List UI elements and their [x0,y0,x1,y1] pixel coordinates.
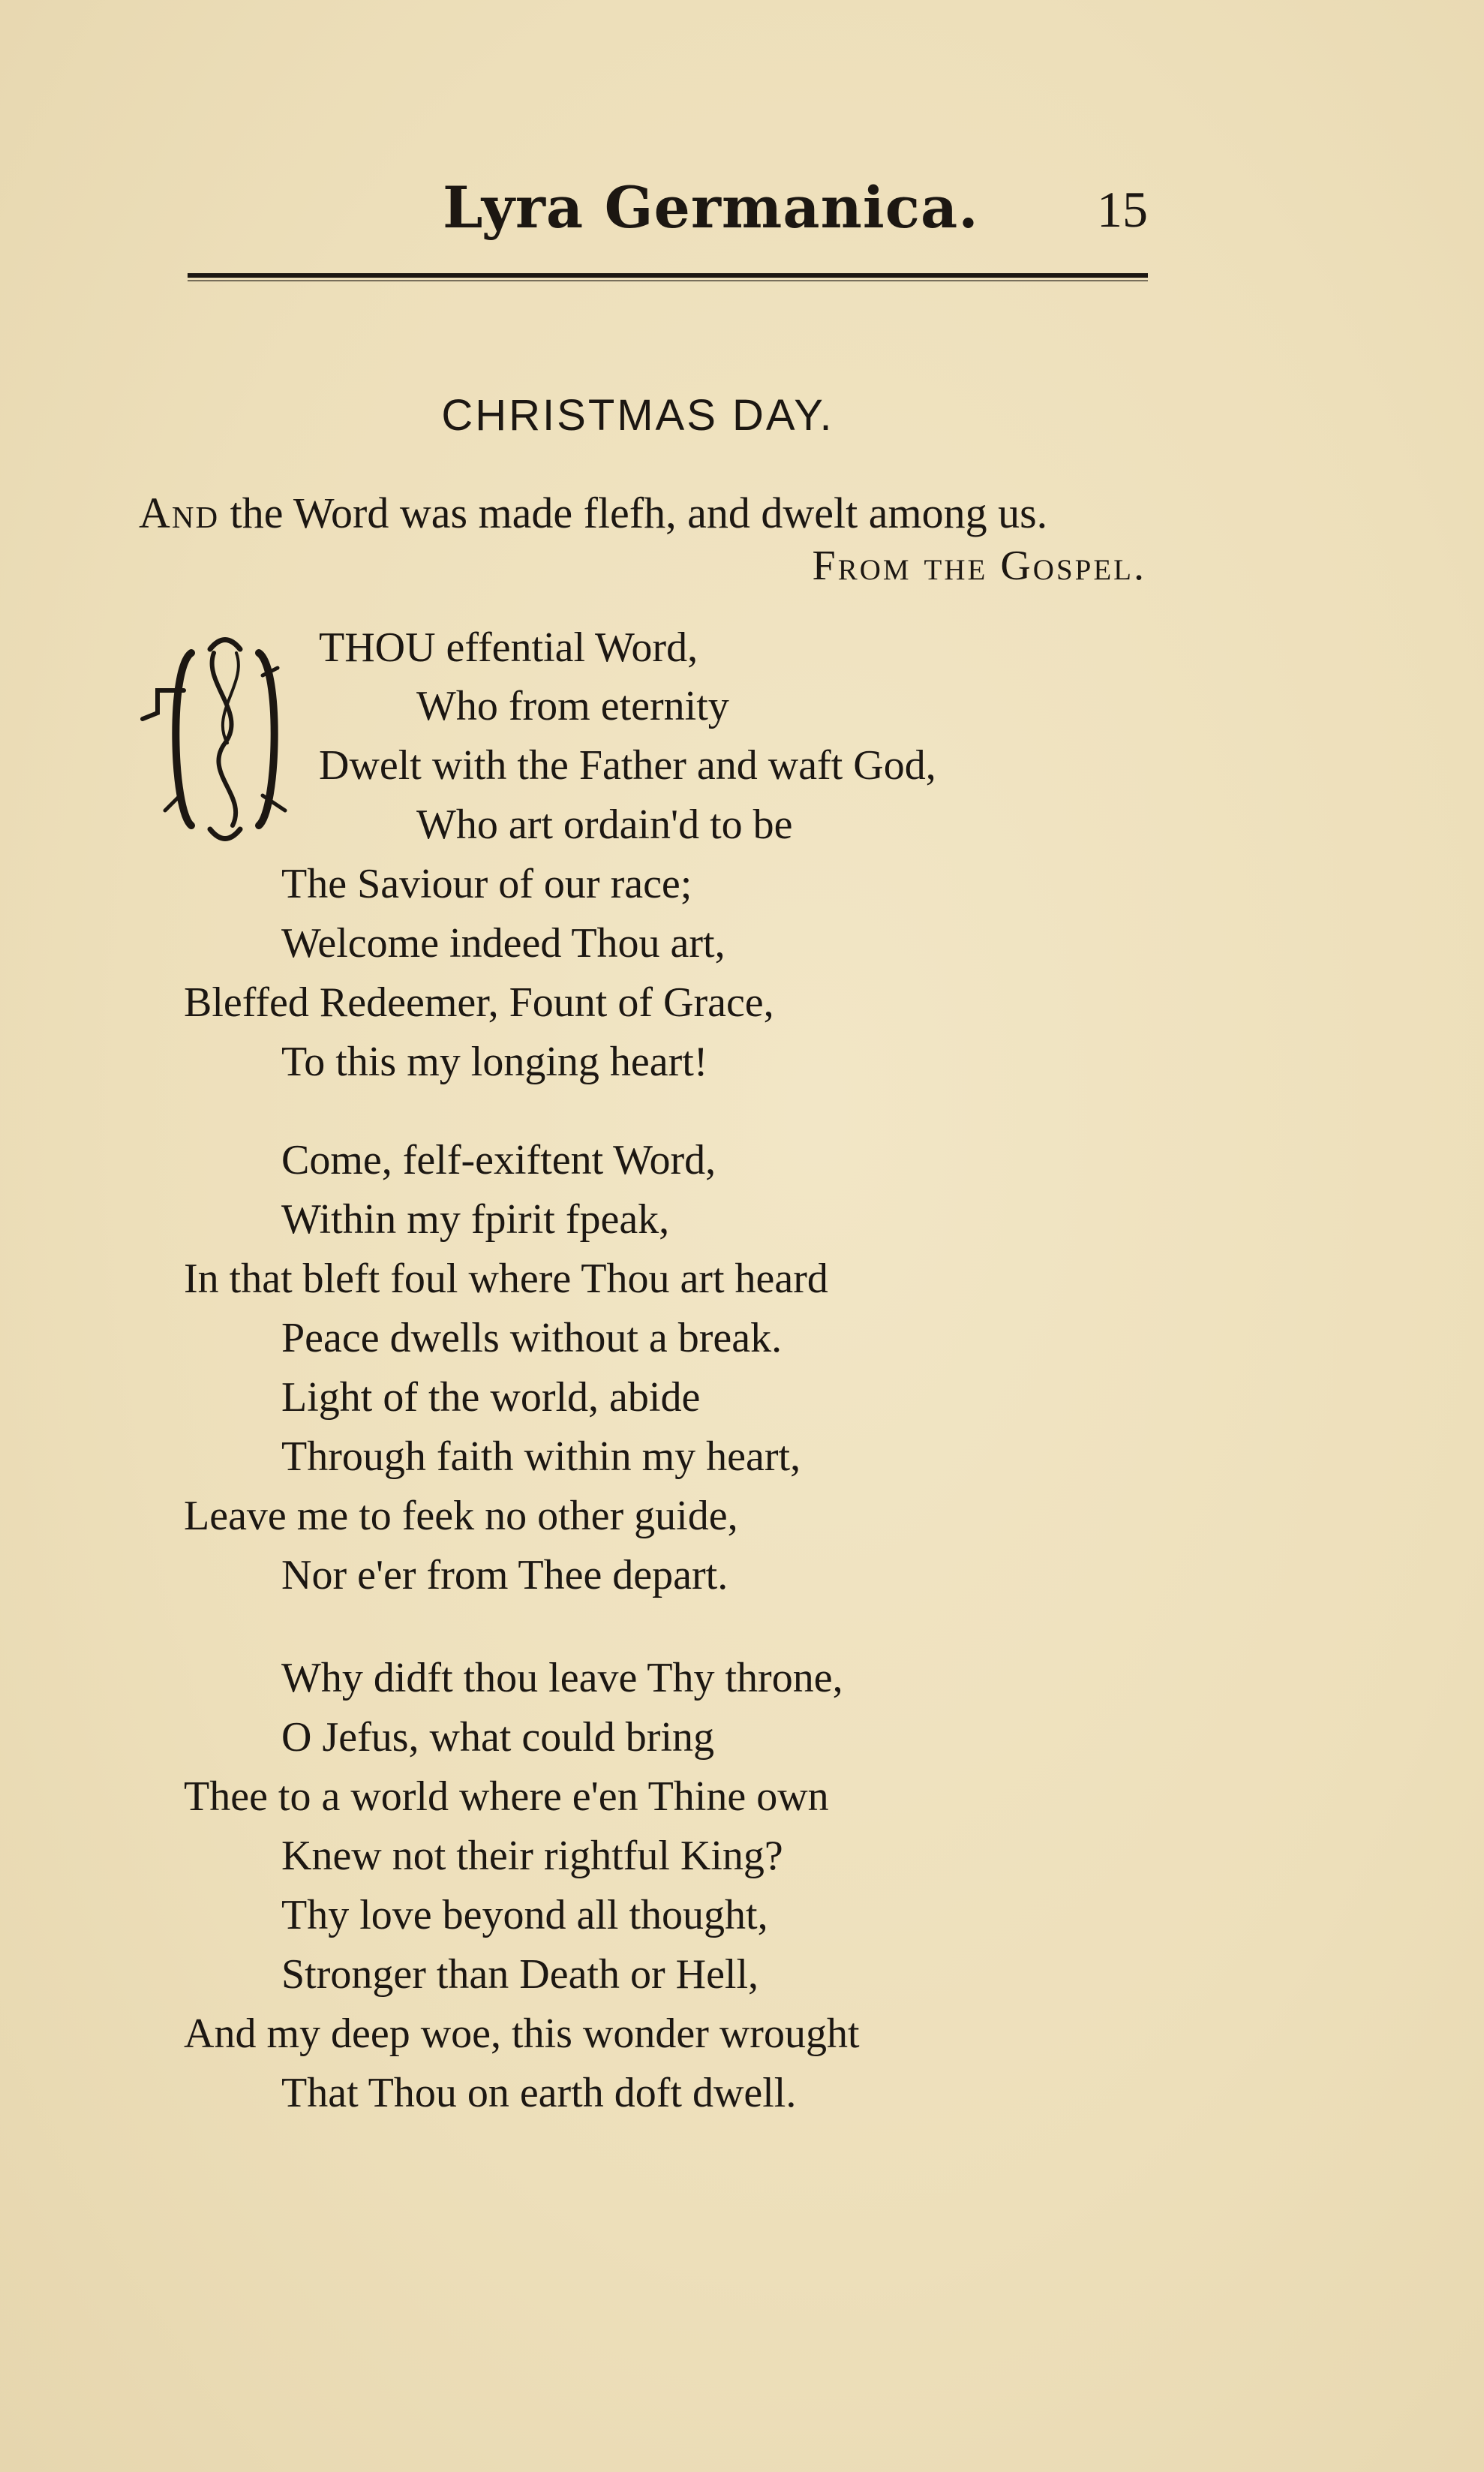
stanza-3-line-1: Why didft thou leave Thy throne, [281,1655,843,1701]
epigraph-source: From the Gospel. [812,543,1146,589]
stanza-3-line-3: Thee to a world where e'en Thine own [184,1773,829,1820]
stanza-2-line-3: In that bleft foul where Thou art heard [184,1256,828,1302]
header-rule [188,273,1148,278]
header-rule-thin [188,280,1148,281]
stanza-3-line-8: That Thou on earth doft dwell. [281,2070,797,2116]
running-title: Lyra Germanica. [443,174,979,241]
epigraph-lead-word: And [139,489,220,537]
stanza-2-line-8: Nor e'er from Thee depart. [281,1552,728,1598]
stanza-1-line-2: Who from eternity [416,683,729,729]
stanza-1-line-5: The Saviour of our race; [281,861,692,907]
stanza-1-line-7: Bleffed Redeemer, Fount of Grace, [184,979,774,1026]
stanza-1-line-3: Dwelt with the Father and waft God, [319,742,936,789]
epigraph [139,488,1047,538]
stanza-1-line-8: To this my longing heart! [281,1039,708,1085]
stanza-3-line-2: O Jefus, what could bring [281,1714,715,1761]
stanza-2-line-5: Light of the world, abide [281,1374,701,1421]
running-head [188,174,1148,264]
stanza-1-line-6: Welcome indeed Thou art, [281,920,725,967]
stanza-3-line-4: Knew not their rightful King? [281,1833,783,1879]
stanza-1-line-4: Who art ordain'd to be [416,801,793,848]
stanza-3-line-6: Stronger than Death or Hell, [281,1951,759,1998]
stanza-2-line-4: Peace dwells without a break. [281,1315,783,1361]
drop-cap-ornament [139,623,296,848]
stanza-2-line-7: Leave me to feek no other guide, [184,1493,738,1539]
stanza-3-line-5: Thy love beyond all thought, [281,1892,768,1938]
stanza-2-line-1: Come, felf-exiftent Word, [281,1137,716,1183]
poem-title: CHRISTMAS DAY. [441,391,834,440]
epigraph-text: the Word was made flefh, and dwelt among us. [219,489,1048,537]
stanza-1-line-1: THOU effential Word, [319,624,698,671]
stanza-3-line-7: And my deep woe, this wonder wrought [184,2010,860,2057]
stanza-2-line-6: Through faith within my heart, [281,1433,801,1480]
stanza-2-line-2: Within my fpirit fpeak, [281,1196,670,1243]
page-number: 15 [1097,181,1148,238]
